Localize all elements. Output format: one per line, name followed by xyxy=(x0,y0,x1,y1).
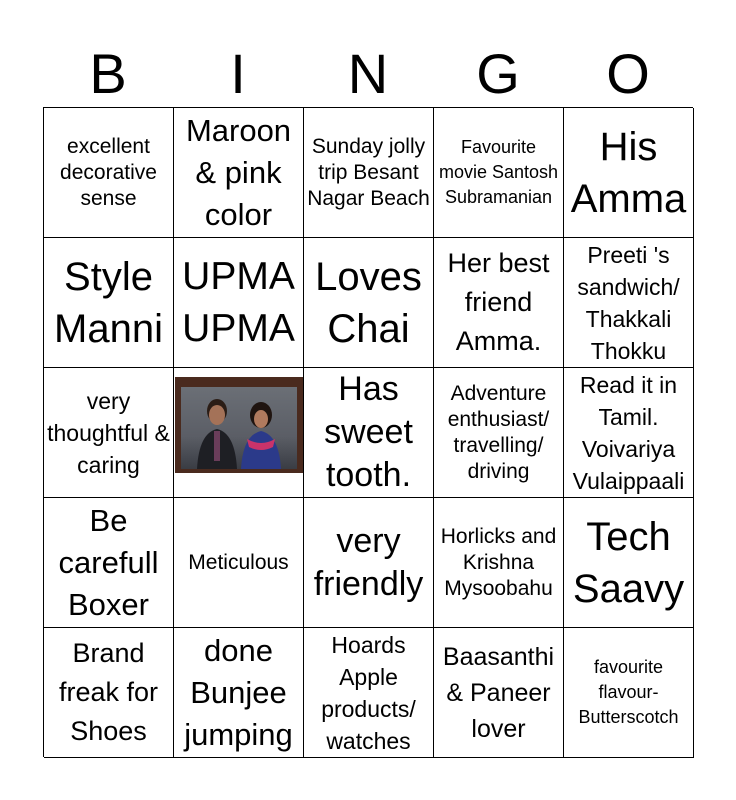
bingo-cell-text: Sunday jolly trip Besant Nagar Beach xyxy=(307,134,430,210)
bingo-cell[interactable] xyxy=(564,368,694,498)
bingo-cell-text: Preeti 's sandwich/ Thakkali Thokku xyxy=(577,241,680,364)
bingo-cell[interactable] xyxy=(564,628,694,758)
bingo-cell-text: Hoards Apple products/ watches xyxy=(321,631,416,754)
bingo-header xyxy=(43,40,693,108)
bingo-grid xyxy=(43,107,693,757)
bingo-cell-text: Loves Chai xyxy=(315,254,422,351)
bingo-cell-text: Maroon & pink color xyxy=(185,112,292,232)
bingo-cell[interactable] xyxy=(44,498,174,628)
bingo-cell[interactable] xyxy=(44,368,174,498)
bingo-cell[interactable] xyxy=(304,628,434,758)
bingo-cell[interactable] xyxy=(304,238,434,368)
bingo-cell[interactable] xyxy=(44,108,174,238)
bingo-cell[interactable] xyxy=(304,498,434,628)
bingo-cell-text: Read it in Tamil. Voivariya Vulaippaali xyxy=(572,371,685,494)
bingo-cell[interactable] xyxy=(304,108,434,238)
bingo-cell[interactable] xyxy=(174,628,304,758)
bingo-cell[interactable] xyxy=(174,498,304,628)
bingo-cell[interactable] xyxy=(174,108,304,238)
bingo-cell-text: Style Manni xyxy=(54,254,163,351)
bingo-cell-text: Horlicks and Krishna Mysoobahu xyxy=(440,524,557,600)
bingo-cell-text: Be carefull Boxer xyxy=(58,502,159,622)
bingo-cell[interactable] xyxy=(44,628,174,758)
bingo-cell-text: done Bunjee jumping xyxy=(184,632,293,752)
bingo-cell[interactable] xyxy=(434,368,564,498)
bingo-cell-text: Tech Saavy xyxy=(572,514,685,611)
bingo-cell[interactable] xyxy=(564,108,694,238)
bingo-cell-text: favourite flavour-Butterscotch xyxy=(578,657,679,727)
couple-photo xyxy=(175,377,303,473)
bingo-cell-text: Has sweet tooth. xyxy=(324,370,413,494)
free-space-photo[interactable] xyxy=(174,368,304,498)
header-letter-n: N xyxy=(347,42,389,105)
header-letter-o: O xyxy=(606,42,650,105)
bingo-cell[interactable] xyxy=(434,108,564,238)
bingo-cell[interactable] xyxy=(564,498,694,628)
bingo-cell-text: Brand freak for Shoes xyxy=(58,638,159,746)
bingo-cell-text: Her best friend Amma. xyxy=(447,248,550,356)
header-letter-b: B xyxy=(89,42,127,105)
bingo-cell-text: Baasanthi & Paneer lover xyxy=(442,642,555,743)
bingo-cell-text: very thoughtful & caring xyxy=(47,387,170,478)
bingo-cell[interactable] xyxy=(44,238,174,368)
bingo-cell[interactable] xyxy=(564,238,694,368)
bingo-cell-text: Meticulous xyxy=(188,550,289,574)
bingo-cell-text: His Amma xyxy=(570,124,687,221)
bingo-cell[interactable] xyxy=(434,238,564,368)
bingo-cell[interactable] xyxy=(304,368,434,498)
bingo-cell-text: excellent decorative sense xyxy=(60,134,157,210)
bingo-cell-text: very friendly xyxy=(313,521,424,603)
bingo-cell[interactable] xyxy=(434,628,564,758)
header-letter-i: I xyxy=(230,42,246,105)
header-letter-g: G xyxy=(476,42,520,105)
bingo-cell[interactable] xyxy=(434,498,564,628)
bingo-cell-text: UPMA UPMA xyxy=(182,254,295,350)
bingo-cell-text: Favourite movie Santosh Subramanian xyxy=(438,137,559,207)
bingo-cell-text: Adventure enthusiast/ travelling/ driving xyxy=(447,381,550,483)
bingo-cell[interactable] xyxy=(174,238,304,368)
